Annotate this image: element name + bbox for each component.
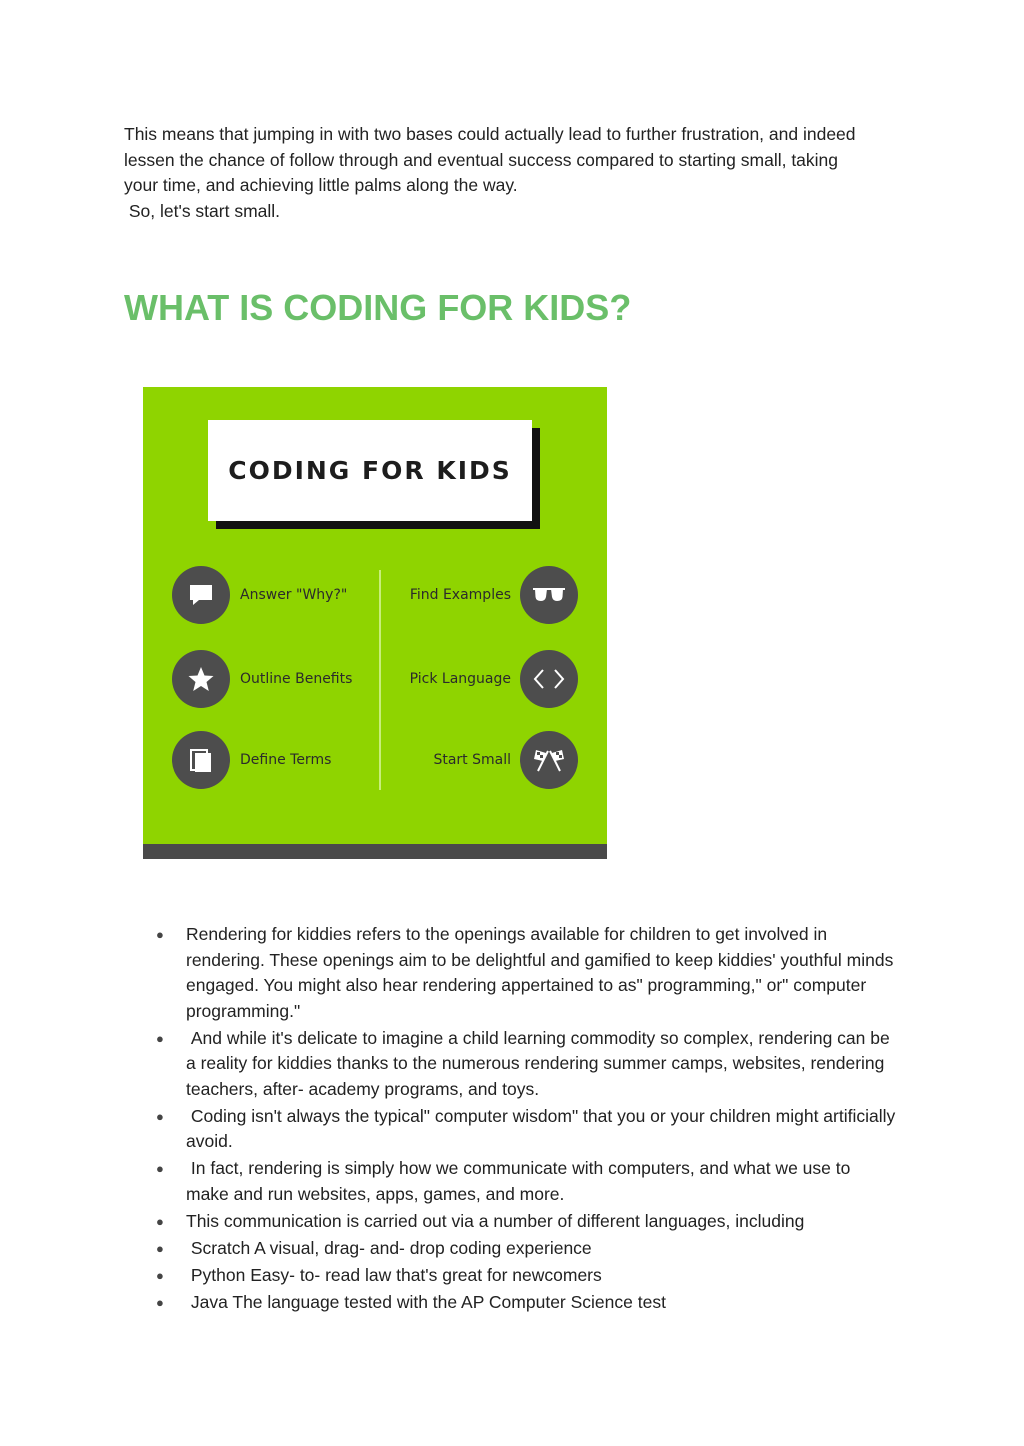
list-item: ● Java The language tested with the AP Computer Science test xyxy=(156,1290,896,1316)
title-box xyxy=(208,420,532,521)
bullet-icon: ● xyxy=(156,1161,164,1176)
item-label: Start Small xyxy=(433,752,511,768)
bullet-icon: ● xyxy=(156,1030,164,1046)
code-brackets-icon xyxy=(520,650,578,708)
item-start-small xyxy=(433,731,578,789)
item-label: Outline Benefits xyxy=(240,671,353,687)
bullet-icon: ● xyxy=(156,1213,164,1229)
book-icon xyxy=(172,731,230,789)
item-label: Find Examples xyxy=(409,587,511,603)
item-label: Pick Language xyxy=(409,671,511,687)
list-item: ● And while it's delicate to imagine a child learning commodity so complex, rendering can be a reality for kiddies thanks to the numerous rendering summer camps, websites, rendering teachers, after- academy programs, and toys. xyxy=(156,1027,895,1099)
list-item: ● This communication is carried out via a number of different languages, including xyxy=(156,1209,896,1235)
bullet-icon: ● xyxy=(156,1267,164,1283)
checkered-flags-icon xyxy=(520,731,578,789)
list-item: ● Python Easy- to- read law that's great for newcomers xyxy=(156,1263,896,1289)
glasses-icon xyxy=(520,566,578,624)
list-item: ● Coding isn't always the typical" computer wisdom" that you or your children might artificially avoid. xyxy=(156,1105,901,1151)
item-define-terms xyxy=(172,731,331,789)
item-pick-language xyxy=(410,650,578,708)
column-divider xyxy=(379,570,381,790)
list-item: ● In fact, rendering is simply how we communicate with computers, and what we use to make and run websites, apps, games, and more. xyxy=(156,1158,856,1204)
item-find-examples xyxy=(410,566,578,624)
item-label: Answer "Why?" xyxy=(240,587,348,603)
coding-for-kids-infographic xyxy=(143,387,607,859)
item-outline-benefits xyxy=(172,650,352,708)
infographic-title: CODING FOR KIDS xyxy=(228,456,512,485)
section-heading: WHAT IS CODING FOR KIDS? xyxy=(124,287,632,328)
bullet-icon: ● xyxy=(156,1108,164,1124)
list-item: ● Rendering for kiddies refers to the openings available for children to get involved in rendering. These openings aim to be delightful and gamified to keep kiddies' youthful minds engaged. You might also hear rendering appertained to as" programming," or" computer programming." xyxy=(156,924,899,1021)
intro-text: This means that jumping in with two bases could actually lead to further frustration, and indeed lessen the chance of follow through and eventual success compared to starting small, taking your time, and achieving little palms along the way. xyxy=(124,124,856,195)
speech-bubble-icon xyxy=(172,566,230,624)
intro-paragraph xyxy=(124,122,864,224)
intro-closing: So, let's start small. xyxy=(124,200,281,221)
bullet-icon: ● xyxy=(156,1294,164,1310)
bullet-icon: ● xyxy=(156,1240,164,1256)
star-icon xyxy=(172,650,230,708)
item-label: Define Terms xyxy=(240,752,332,768)
bullet-list xyxy=(156,922,901,1317)
item-answer-why xyxy=(172,566,347,624)
list-item: ● Scratch A visual, drag- and- drop coding experience xyxy=(156,1236,896,1262)
bullet-icon: ● xyxy=(156,927,164,942)
infographic-bottom-bar xyxy=(143,844,607,859)
